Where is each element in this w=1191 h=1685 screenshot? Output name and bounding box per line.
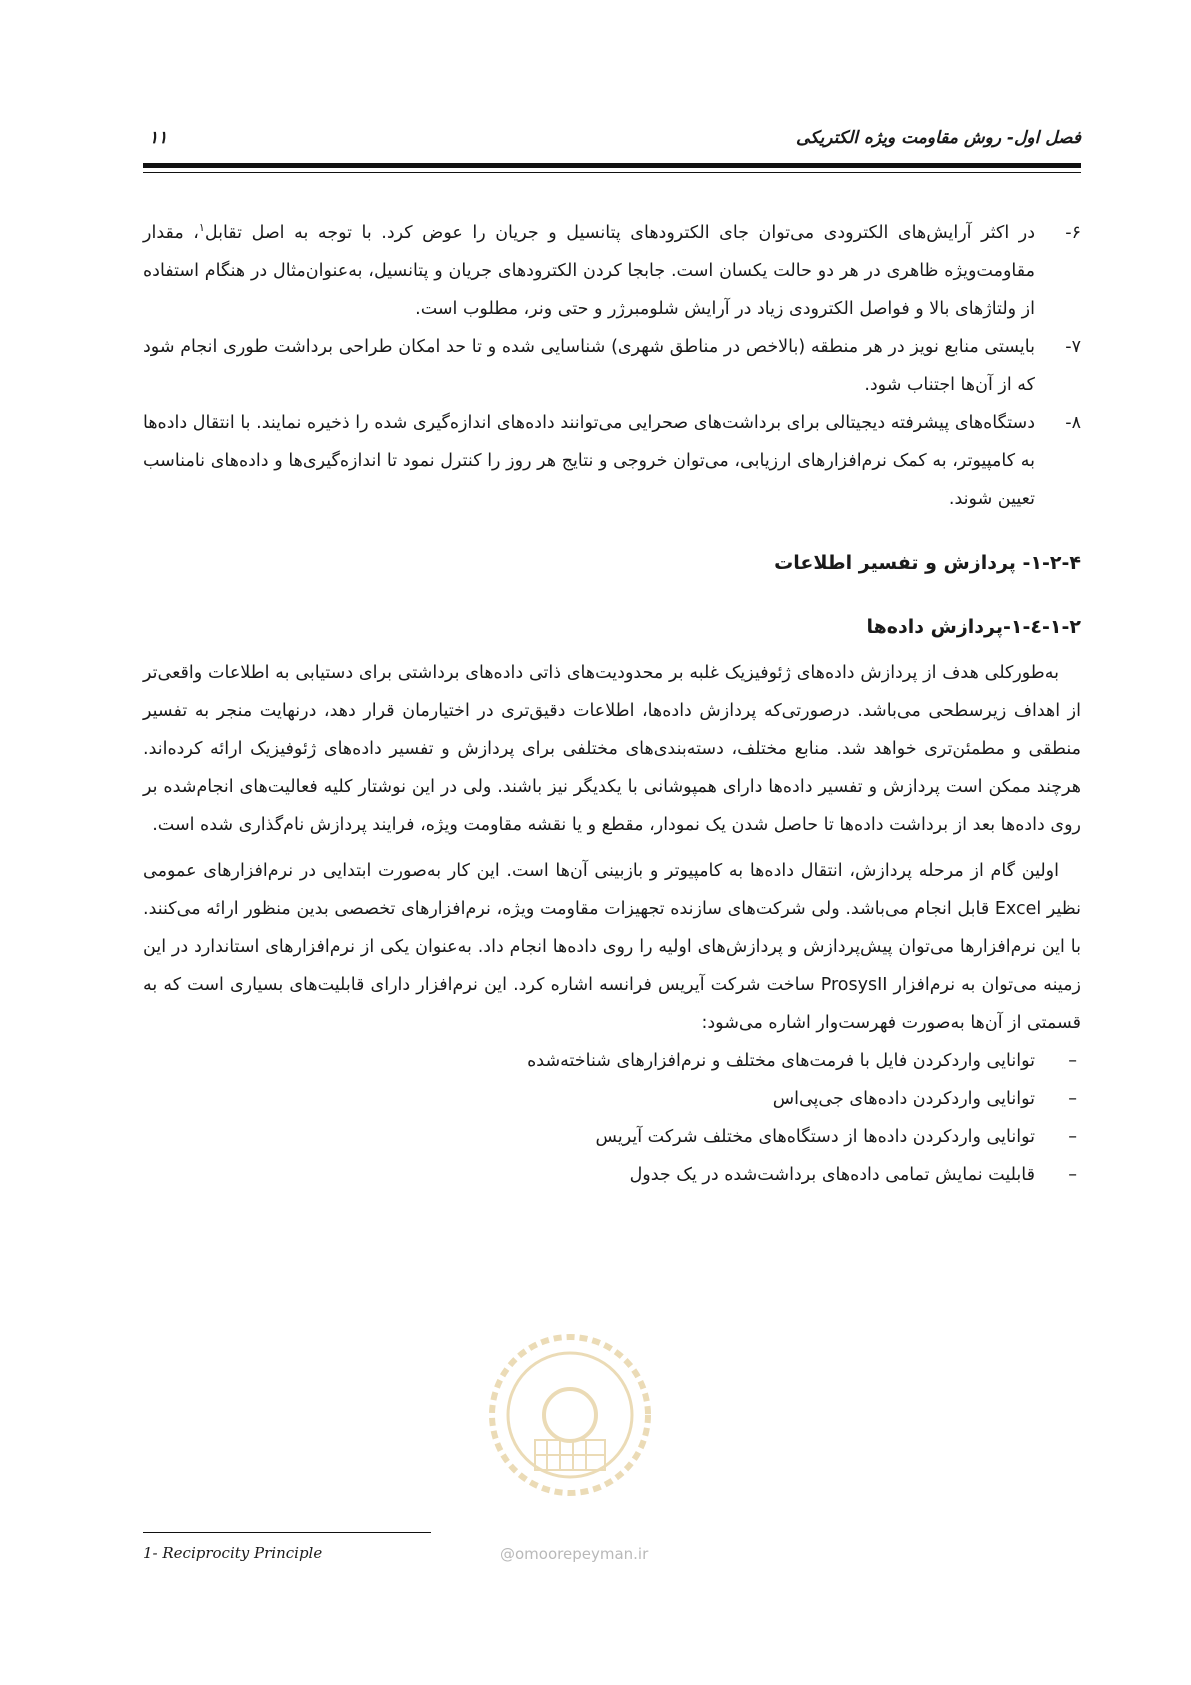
list-item-text: توانایی واردکردن داده‌ها از دستگاه‌های مختلف شرکت آیریس <box>595 1127 1035 1147</box>
bullet-dash: – <box>1068 1127 1077 1147</box>
paragraph: به‌طورکلی هدف از پردازش داده‌های ژئوفیزیک غلبه بر محدودیت‌های ذاتی داده‌های برداشتی برای دستیابی به اطلاعات واقعی‌تر از اهداف زیرسطحی می‌باشد. درصورتی‌که پردازش داده‌ها، اطلاعات دقیق‌تری در اختیارمان قرار دهد، درنهایت منجر به تفسیر منطقی و مطمئن‌تری خواهد شد. منابع مختلف، دسته‌بندی‌های مختلفی برای پردازش و تفسیر داده‌های ژئوفیزیک ارائه کرده‌اند. هرچند ممکن است پردازش و تفسیر داده‌ها دارای همپوشانی با یکدیگر نیز باشند. ولی در این نوشتار کلیه فعالیت‌های انجام‌شده بر روی داده‌ها بعد از برداشت داده‌ها تا حاصل شدن یک نمودار، مقطع و یا نقشه مقاومت ویژه، فرایند پردازش نام‌گذاری شده است. <box>143 663 1081 835</box>
list-item-text: توانایی واردکردن داده‌های جی‌پی‌اس <box>772 1089 1035 1109</box>
watermark-logo-icon <box>485 1330 655 1500</box>
numbered-item <box>143 214 1081 328</box>
item-text-continued: ، مقدار مقاومت‌ویژه ظاهری در هر دو حالت یکسان است. جابجا کردن الکترودهای جریان و پتانسیل، به‌عنوان‌مثال در هنگام استفاده از ولتاژهای بالا و فواصل الکترودی زیاد در آرایش شلومبرژر و حتی ونر، مطلوب است. <box>143 223 1035 319</box>
bullet-dash: – <box>1068 1089 1077 1109</box>
footnote: 1- Reciprocity Principle <box>143 1544 323 1562</box>
list-item-text: قابلیت نمایش تمامی داده‌های برداشت‌شده در یک جدول <box>629 1165 1035 1185</box>
item-number: ۷- <box>1065 337 1081 357</box>
header-rule-thin <box>143 172 1081 173</box>
bullet-dash: – <box>1068 1165 1077 1185</box>
item-number: ۶- <box>1065 223 1081 243</box>
list-item <box>143 1156 1081 1194</box>
bullet-dash: – <box>1068 1051 1077 1071</box>
list-item-text: توانایی واردکردن فایل با فرمت‌های مختلف و نرم‌افزارهای شناخته‌شده <box>527 1051 1035 1071</box>
list-item <box>143 1118 1081 1156</box>
subsection-heading: ۱-۲-٤-۱-پردازش داده‌ها <box>866 616 1081 638</box>
item-text: بایستی منابع نویز در هر منطقه (بالاخص در مناطق شهری) شناسایی شده و تا حد امکان طراحی برداشت طوری انجام شود که از آن‌ها اجتناب شود. <box>143 337 1035 395</box>
header-rule-thick <box>143 163 1081 168</box>
footnote-rule <box>143 1532 431 1533</box>
item-text: در اکثر آرایش‌های الکترودی می‌توان جای الکترودهای پتانسیل و جریان را عوض کرد. با توجه به اصل تقابل <box>204 223 1036 243</box>
item-text: دستگاه‌های پیشرفته دیجیتالی برای برداشت‌های صحرایی می‌توانند داده‌های اندازه‌گیری شده را ذخیره نمایند. با انتقال داده‌ها به کامپیوتر، به کمک نرم‌افزارهای ارزیابی، می‌توان خروجی و نتایج هر روز را کنترل نمود تا اندازه‌گیری‌ها و داده‌های نامناسب تعیین شوند. <box>143 413 1035 509</box>
body-text <box>143 214 1081 1194</box>
numbered-item <box>143 404 1081 518</box>
item-number: ۸- <box>1065 413 1081 433</box>
numbered-item <box>143 328 1081 404</box>
bullet-list <box>143 1042 1081 1194</box>
page-number: ۱۱ <box>149 128 168 148</box>
list-item <box>143 1080 1081 1118</box>
chapter-title: فصل اول- روش مقاومت ویژه الکتریکی <box>795 128 1081 148</box>
list-item <box>143 1042 1081 1080</box>
watermark-text: @omoorepeyman.ir <box>500 1545 649 1563</box>
paragraph: اولین گام از مرحله پردازش، انتقال داده‌ها به کامپیوتر و بازبینی آن‌ها است. این کار به‌صورت ابتدایی در نرم‌افزارهای عمومی نظیر Excel قابل انجام می‌باشد. ولی شرکت‌های سازنده تجهیزات مقاومت ویژه، نرم‌افزارهای تخصصی بدین منظور ارائه می‌کنند. با این نرم‌افزارها می‌توان پیش‌پردازش و پردازش‌های اولیه را روی داده‌ها انجام داد. به‌عنوان یکی از نرم‌افزارهای استاندارد در این زمینه می‌توان به نرم‌افزار ProsysII ساخت شرکت آیریس فرانسه اشاره کرد. این نرم‌افزار دارای قابلیت‌های بسیاری است که به قسمتی از آن‌ها به‌صورت فهرست‌وار اشاره می‌شود: <box>143 861 1082 1033</box>
page-header <box>143 128 1081 164</box>
footnote-marker: ۱ <box>198 221 205 235</box>
section-heading: ۱-۲-۴- پردازش و تفسیر اطلاعات <box>774 552 1081 574</box>
